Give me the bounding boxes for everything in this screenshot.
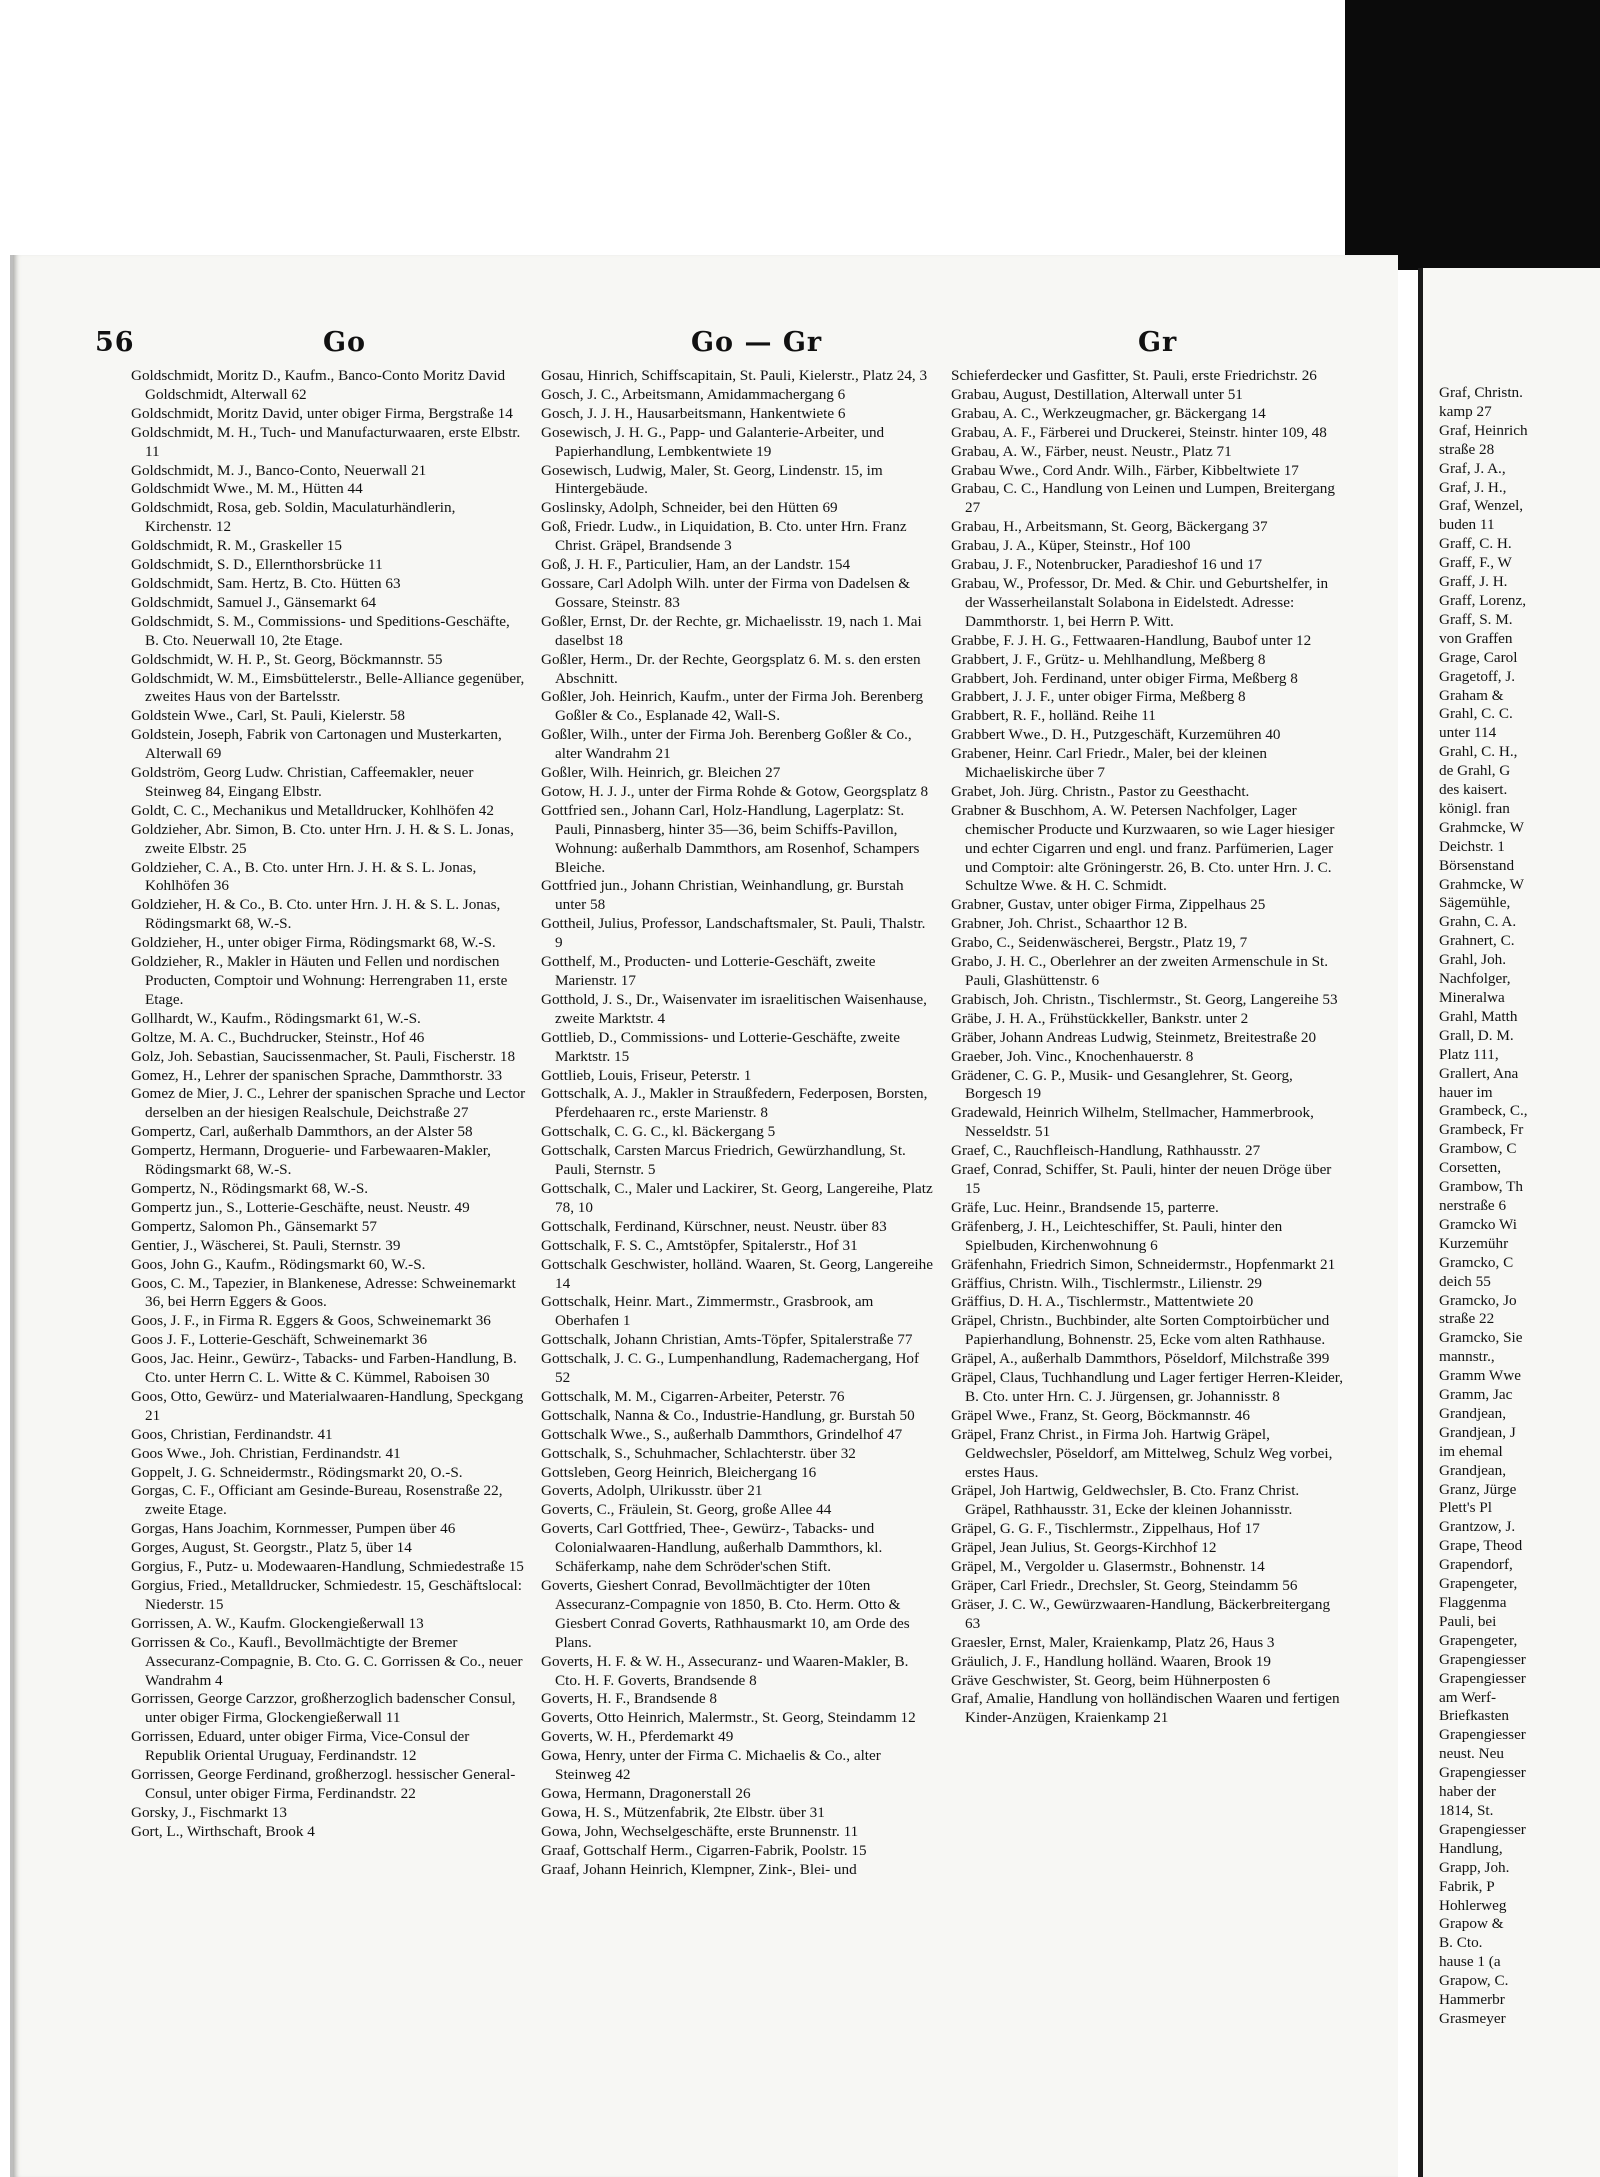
directory-entry: Goldschmidt, Moritz D., Kaufm., Banco-Conto Moritz David Goldschmidt, Alterwall 62: [131, 367, 506, 403]
right-running-head: Gr: [1138, 327, 1178, 358]
directory-entry: Goverts, Carl Gottfried, Thee-, Gewürz-, Tabacks- und Colonialwaaren-Handlung, außerhalb Dammthors, kl. Schäferkamp, nahe dem Schröder'schen Stift.: [541, 1520, 883, 1576]
directory-entry: Gräpel, G. G. F., Tischlermstr., Zippelhaus, Hof 17: [951, 1520, 1260, 1538]
directory-entry: Gompertz, Hermann, Droguerie- und Farbewaaren-Makler, Rödingsmarkt 68, W.-S.: [131, 1142, 491, 1179]
directory-entry: Gorgas, Hans Joachim, Kornmesser, Pumpen über 46: [131, 1520, 456, 1538]
fragment-line: Graff, F., W: [1439, 554, 1512, 572]
fragment-line: Grambow, Th: [1439, 1178, 1523, 1196]
directory-entry: Gorges, August, St. Georgstr., Platz 5, über 14: [131, 1539, 412, 1557]
fragment-line: Grapengeter,: [1439, 1631, 1518, 1649]
directory-entry: Grabener, Heinr. Carl Friedr., Maler, bei der kleinen Michaeliskirche über 7: [951, 745, 1267, 782]
directory-entry: Grabau Wwe., Cord Andr. Wilh., Färber, Kibbeltwiete 17: [951, 461, 1299, 479]
fragment-line: Gramm Wwe: [1439, 1367, 1521, 1385]
fragment-line: neust. Neu: [1439, 1745, 1504, 1763]
fragment-line: Grahmcke, W: [1439, 818, 1524, 836]
directory-entry: Goldzieher, C. A., B. Cto. unter Hrn. J. H. & S. L. Jonas, Kohlhöfen 36: [131, 858, 477, 895]
fragment-line: hause 1 (a: [1439, 1953, 1501, 1971]
fragment-line: Granz, Jürge: [1439, 1480, 1517, 1498]
directory-entry: Gorgius, Fried., Metalldrucker, Schmiedestr. 15, Geschäftslocal: Niederstr. 15: [131, 1577, 522, 1613]
directory-entry: Goos, John G., Kaufm., Rödingsmarkt 60, W.-S.: [131, 1255, 426, 1273]
directory-entry: Goldschmidt, W. M., Eimsbüttelerstr., Belle-Alliance gegenüber, zweites Haus von der Bartelsstr.: [131, 669, 525, 706]
directory-entry: Goldzieher, H., unter obiger Firma, Rödingsmarkt 68, W.-S.: [131, 934, 496, 952]
directory-entry: Golz, Joh. Sebastian, Saucissenmacher, St. Pauli, Fischerstr. 18: [131, 1047, 516, 1065]
fragment-line: des kaisert.: [1439, 781, 1508, 799]
directory-entry: Graaf, Johann Heinrich, Klempner, Zink-, Blei- und: [541, 1860, 857, 1878]
fragment-line: Grapengiesser: [1439, 1650, 1526, 1668]
fragment-line: Graff, J. H.: [1439, 573, 1508, 591]
directory-entry: Grabbert, Joh. Ferdinand, unter obiger Firma, Meßberg 8: [951, 669, 1298, 687]
fragment-line: Graf, Christn.: [1439, 384, 1523, 401]
fragment-line: deich 55: [1439, 1272, 1491, 1290]
directory-entry: Graef, Conrad, Schiffer, St. Pauli, hinter der neuen Dröge über 15: [951, 1161, 1332, 1197]
directory-entry: Goos, J. F., in Firma R. Eggers & Goos, Schweinemarkt 36: [131, 1312, 491, 1330]
directory-entry: Gräpel, Claus, Tuchhandlung und Lager fertiger Herren-Kleider, B. Cto. unter Hrn. C. J. Jürgensen, gr. Johannisstr. 8: [951, 1369, 1344, 1405]
directory-entry: Gräfe, Luc. Heinr., Brandsende 15, parterre.: [951, 1198, 1219, 1216]
directory-entry: Goslinsky, Adolph, Schneider, bei den Hütten 69: [541, 499, 838, 517]
directory-entry: Gorrissen, Eduard, unter obiger Firma, Vice-Consul der Republik Oriental Uruguay, Ferdinandstr. 12: [131, 1728, 470, 1765]
fragment-line: von Graffen: [1439, 629, 1513, 647]
directory-entry: Goldzieher, H. & Co., B. Cto. unter Hrn. J. H. & S. L. Jonas, Rödingsmarkt 68, W.-S.: [131, 896, 501, 933]
directory-entry: Grabbert, J. F., Grütz- u. Mehlhandlung, Meßberg 8: [951, 650, 1266, 668]
scanner-background: [1345, 0, 1600, 270]
directory-entry: Gorrissen, George Carzzor, großherzoglich badenscher Consul, unter obiger Firma, Glockengießerwall 11: [131, 1690, 516, 1727]
directory-entry: Gottschalk, Nanna & Co., Industrie-Handlung, gr. Burstah 50: [541, 1406, 915, 1424]
fragment-line: buden 11: [1439, 516, 1495, 534]
fragment-line: königl. fran: [1439, 799, 1510, 817]
entries-column-2: [541, 367, 936, 1880]
entries-column-1: [131, 367, 526, 1842]
directory-entry: Goßler, Herm., Dr. der Rechte, Georgsplatz 6. M. s. den ersten Abschnitt.: [541, 650, 921, 687]
directory-entry: Graaf, Gottschalf Herm., Cigarren-Fabrik, Poolstr. 15: [541, 1841, 867, 1859]
directory-entry: Grabau, W., Professor, Dr. Med. & Chir. und Geburtshelfer, in der Wasserheilanstalt Solabona in Eidelstedt. Adresse: Dammthorstr. 1, bei Herrn P. Witt.: [951, 574, 1329, 630]
directory-entry: Goldstein, Joseph, Fabrik von Cartonagen und Musterkarten, Alterwall 69: [131, 726, 502, 763]
directory-entry: Gottlieb, Louis, Friseur, Peterstr. 1: [541, 1066, 752, 1084]
left-running-head: Go: [323, 327, 367, 358]
directory-entry: Goßler, Ernst, Dr. der Rechte, gr. Michaelisstr. 19, nach 1. Mai daselbst 18: [541, 612, 922, 649]
fragment-line: Grapow &: [1439, 1915, 1504, 1933]
fragment-line: Grapendorf,: [1439, 1556, 1513, 1574]
fragment-line: Graff, S. M.: [1439, 610, 1513, 628]
directory-page: [10, 255, 1398, 2177]
directory-entry: Gotow, H. J. J., unter der Firma Rohde & Gotow, Georgsplatz 8: [541, 782, 929, 800]
fragment-line: straße 28: [1439, 440, 1495, 458]
directory-entry: Goppelt, J. G. Schneidermstr., Rödingsmarkt 20, O.-S.: [131, 1463, 463, 1481]
fragment-line: straße 22: [1439, 1310, 1495, 1328]
directory-entry: Gräser, J. C. W., Gewürzwaaren-Handlung, Bäckerbreitergang 63: [951, 1595, 1331, 1632]
fragment-line: Börsenstand: [1439, 856, 1515, 874]
directory-entry: Gompertz, N., Rödingsmarkt 68, W.-S.: [131, 1179, 369, 1197]
directory-entry: Goß, Friedr. Ludw., in Liquidation, B. Cto. unter Hrn. Franz Christ. Gräpel, Brandsende 3: [541, 518, 907, 555]
directory-entry: Gosau, Hinrich, Schiffscapitain, St. Pauli, Kielerstr., Platz 24, 3: [541, 367, 928, 384]
directory-entry: Gorrissen, A. W., Kaufm. Glockengießerwall 13: [131, 1614, 424, 1632]
directory-entry: Gollhardt, W., Kaufm., Rödingsmarkt 61, W.-S.: [131, 1009, 421, 1027]
directory-entry: Grädener, C. G. P., Musik- und Gesanglehrer, St. Georg, Borgesch 19: [951, 1066, 1293, 1103]
directory-entry: Gräpel, A., außerhalb Dammthors, Pöseldorf, Milchstraße 399: [951, 1350, 1330, 1368]
fragment-line: Grape, Theod: [1439, 1537, 1523, 1555]
directory-entry: Gosch, J. C., Arbeitsmann, Amidammachergang 6: [541, 385, 846, 403]
fragment-line: Graf, Heinrich: [1439, 421, 1528, 439]
fragment-line: Grapengeter,: [1439, 1575, 1518, 1593]
directory-entry: Grabet, Joh. Jürg. Christn., Pastor zu Geesthacht.: [951, 782, 1250, 800]
fragment-line: Sägemühle,: [1439, 894, 1511, 912]
directory-entry: Grabau, C. C., Handlung von Leinen und Lumpen, Breitergang 27: [951, 480, 1335, 517]
fragment-line: Grall, D. M.: [1439, 1026, 1514, 1044]
directory-entry: Gräpel, Christn., Buchbinder, alte Sorten Comptoirbücher und Papierhandlung, Bohnenstr. 25, Ecke vom alten Rathhause.: [951, 1312, 1330, 1349]
directory-entry: Goverts, H. F., Brandsende 8: [541, 1690, 717, 1708]
directory-entry: Gowa, H. S., Mützenfabrik, 2te Elbstr. über 31: [541, 1803, 825, 1821]
fragment-line: Platz 111,: [1439, 1045, 1499, 1063]
directory-entry: Gräber, Johann Andreas Ludwig, Steinmetz, Breitestraße 20: [951, 1028, 1317, 1046]
fragment-line: Grandjean,: [1439, 1461, 1507, 1479]
directory-entry: Gräffius, Christn. Wilh., Tischlermstr., Lilienstr. 29: [951, 1274, 1263, 1292]
fragment-line: Deichstr. 1: [1439, 837, 1505, 855]
directory-entry: Goldstein Wwe., Carl, St. Pauli, Kielerstr. 58: [131, 707, 405, 725]
directory-entry: Goß, J. H. F., Particulier, Ham, an der Landstr. 154: [541, 556, 851, 574]
fragment-line: Nachfolger,: [1439, 970, 1511, 988]
fragment-line: Mineralwa: [1439, 989, 1505, 1006]
fragment-line: Grahl, Joh.: [1439, 951, 1507, 969]
fragment-line: Gramm, Jac: [1439, 1386, 1513, 1404]
directory-entry: Goßler, Joh. Heinrich, Kaufm., unter der Firma Joh. Berenberg Goßler & Co., Esplanade 42, Wall-S.: [541, 688, 924, 725]
fragment-line: Hammerbr: [1439, 1991, 1505, 2009]
directory-entry: Gottschalk Wwe., S., außerhalb Dammthors, Grindelhof 47: [541, 1425, 903, 1443]
directory-entry: Grabau, A. C., Werkzeugmacher, gr. Bäckergang 14: [951, 404, 1266, 422]
fragment-line: Grallert, Ana: [1439, 1064, 1519, 1082]
directory-entry: Goldschmidt, Samuel J., Gänsemarkt 64: [131, 593, 377, 611]
center-running-head: Go — Gr: [691, 327, 823, 358]
fragment-line: Grantzow, J.: [1439, 1518, 1516, 1536]
directory-entry: Grabau, J. A., Küper, Steinstr., Hof 100: [951, 537, 1191, 555]
directory-entry: Gentier, J., Wäscherei, St. Pauli, Sternstr. 39: [131, 1236, 401, 1254]
directory-entry: Gossare, Carl Adolph Wilh. unter der Firma von Dadelsen & Gossare, Steinstr. 83: [541, 574, 911, 611]
directory-entry: Gotthelf, M., Producten- und Lotterie-Geschäft, zweite Marienstr. 17: [541, 953, 876, 989]
directory-entry: Goldzieher, Abr. Simon, B. Cto. unter Hrn. J. H. & S. L. Jonas, zweite Elbstr. 25: [131, 820, 514, 857]
adjacent-page-entries: [1439, 384, 1600, 2029]
directory-entry: Grabo, C., Seidenwäscherei, Bergstr., Platz 19, 7: [951, 934, 1248, 952]
directory-entry: Gräpel, M., Vergolder u. Glasermstr., Bohnenstr. 14: [951, 1558, 1265, 1576]
directory-entry: Gottschalk, J. C. G., Lumpenhandlung, Rademachergang, Hof 52: [541, 1350, 920, 1387]
page-number: 56: [95, 327, 135, 358]
directory-entry: Goverts, H. F. & W. H., Assecuranz- und Waaren-Makler, B. Cto. H. F. Goverts, Brandsende 8: [541, 1652, 909, 1689]
directory-entry: Grabner, Joh. Christ., Schaarthor 12 B.: [951, 915, 1188, 933]
directory-entry: Gowa, Henry, unter der Firma C. Michaelis & Co., alter Steinweg 42: [541, 1747, 881, 1784]
directory-entry: Gräffius, D. H. A., Tischlermstr., Mattentwiete 20: [951, 1293, 1254, 1311]
directory-entry: Goos J. F., Lotterie-Geschäft, Schweinemarkt 36: [131, 1331, 428, 1349]
directory-entry: Gowa, Hermann, Dragonerstall 26: [541, 1784, 751, 1802]
directory-entry: Goos Wwe., Joh. Christian, Ferdinandstr. 41: [131, 1444, 401, 1462]
fragment-line: Corsetten,: [1439, 1159, 1502, 1177]
directory-entry: Goverts, Gieshert Conrad, Bevollmächtigter der 10ten Assecuranz-Compagnie von 1850, B. Cto. Herm. Otto & Giesbert Conrad Goverts, Rathhausmarkt 10, am Orde des Plans.: [541, 1577, 910, 1651]
fragment-line: Gramcko Wi: [1439, 1215, 1517, 1233]
directory-entry: Goos, C. M., Tapezier, in Blankenese, Adresse: Schweinemarkt 36, bei Herrn Eggers & Goos.: [131, 1274, 516, 1311]
directory-entry: Goldschmidt, M. H., Tuch- und Manufacturwaaren, erste Elbstr. 11: [131, 423, 521, 460]
directory-entry: Gorrissen, George Ferdinand, großherzogl. hessischer General-Consul, unter obiger Firma, Ferdinandstr. 22: [131, 1766, 516, 1802]
directory-entry: Grabisch, Joh. Christn., Tischlermstr., St. Georg, Langereihe 53: [951, 990, 1338, 1008]
fragment-line: Graham &: [1439, 686, 1504, 704]
directory-entry: Goverts, W. H., Pferdemarkt 49: [541, 1728, 734, 1746]
fragment-line: Briefkasten: [1439, 1707, 1510, 1725]
fragment-line: Grahl, Matth: [1439, 1007, 1518, 1025]
fragment-line: Graff, C. H.: [1439, 535, 1512, 553]
directory-entry: Goos, Christian, Ferdinandstr. 41: [131, 1425, 333, 1443]
directory-entry: Gottschalk, Heinr. Mart., Zimmermstr., Grasbrook, am Oberhafen 1: [541, 1293, 874, 1330]
directory-entry: Goldschmidt Wwe., M. M., Hütten 44: [131, 480, 363, 498]
fragment-line: Plett's Pl: [1439, 1499, 1492, 1517]
fragment-line: Kurzemühr: [1439, 1234, 1509, 1252]
fragment-line: kamp 27: [1439, 402, 1492, 420]
directory-entry: Goldschmidt, M. J., Banco-Conto, Neuerwall 21: [131, 461, 427, 479]
directory-entry: Grabau, August, Destillation, Alterwall unter 51: [951, 385, 1243, 403]
fragment-line: Flaggenma: [1439, 1594, 1507, 1611]
directory-entry: Gottlieb, D., Commissions- und Lotterie-Geschäfte, zweite Marktstr. 15: [541, 1028, 900, 1065]
directory-entry: Graf, Amalie, Handlung von holländischen Waaren und fertigen Kinder-Anzügen, Kraienkamp 21: [951, 1690, 1340, 1727]
fragment-line: Grambow, C: [1439, 1140, 1517, 1158]
directory-entry: Graesler, Ernst, Maler, Kraienkamp, Platz 26, Haus 3: [951, 1633, 1275, 1651]
directory-entry: Gottschalk, C., Maler und Lackirer, St. Georg, Langereihe, Platz 78, 10: [541, 1179, 933, 1216]
directory-entry: Goverts, C., Fräulein, St. Georg, große Allee 44: [541, 1501, 832, 1519]
directory-entry: Gräper, Carl Friedr., Drechsler, St. Georg, Steindamm 56: [951, 1577, 1298, 1594]
directory-entry: Grabau, J. F., Notenbrucker, Paradieshof 16 und 17: [951, 556, 1263, 574]
directory-entry: Gradewald, Heinrich Wilhelm, Stellmacher, Hammerbrook, Nesseldstr. 51: [951, 1104, 1314, 1141]
directory-entry: Gräpel, Franz Christ., in Firma Joh. Hartwig Gräpel, Geldwechsler, Pöseldorf, am Mittelweg, Schulz Weg vorbei, erstes Haus.: [951, 1425, 1333, 1481]
directory-entry: Gräpel Wwe., Franz, St. Georg, Böckmannstr. 46: [951, 1406, 1250, 1424]
directory-entry: Grabbe, F. J. H. G., Fettwaaren-Handlung, Baubof unter 12: [951, 631, 1312, 649]
directory-entry: Goldt, C. C., Mechanikus und Metalldrucker, Kohlhöfen 42: [131, 801, 494, 819]
directory-entry: Goldschmidt, Moritz David, unter obiger Firma, Bergstraße 14: [131, 404, 513, 422]
directory-entry: Gottfried sen., Johann Carl, Holz-Handlung, Lagerplatz: St. Pauli, Pinnasberg, hinter 35—36, beim Schiffs-Pavillon, Wohnung: außerhalb Dammthors, am Rosenhof, Schampers Bleiche.: [541, 801, 920, 876]
directory-entry: Goßler, Wilh. Heinrich, gr. Bleichen 27: [541, 764, 781, 782]
fragment-line: Grahl, C. H.,: [1439, 743, 1518, 761]
fragment-line: Grambeck, Fr: [1439, 1121, 1524, 1139]
fragment-line: mannstr.,: [1439, 1348, 1495, 1366]
fragment-line: Grapengiesser: [1439, 1764, 1526, 1782]
fragment-line: Gramcko, Sie: [1439, 1329, 1523, 1347]
directory-entry: Graef, C., Rauchfleisch-Handlung, Rathhausstr. 27: [951, 1142, 1261, 1160]
directory-entry: Grabo, J. H. C., Oberlehrer an der zweiten Armenschule in St. Pauli, Glashüttenstr. 6: [951, 953, 1329, 989]
fragment-line: Handlung,: [1439, 1839, 1503, 1857]
directory-entry: Grabau, H., Arbeitsmann, St. Georg, Bäckergang 37: [951, 518, 1268, 536]
fragment-line: Grapengiesser: [1439, 1820, 1526, 1838]
fragment-line: Grapow, C.: [1439, 1972, 1509, 1990]
directory-entry: Goldschmidt, S. D., Ellernthorsbrücke 11: [131, 556, 383, 574]
adjacent-page-fragment: [1418, 268, 1600, 2177]
directory-entry: Grabner & Buschhom, A. W. Petersen Nachfolger, Lager chemischer Producte und Kurzwaaren, so wie Lager hiesiger und echter Cigarren und engl. und franz. Parfümerien, Lager und Comptoir: alte Gröningerstr. 26, B. Cto. unter Hrn. J. C. Schultze Wwe. & H. C. Schmidt.: [951, 801, 1335, 895]
directory-entry: Schieferdecker und Gasfitter, St. Pauli, erste Friedrichstr. 26: [951, 367, 1317, 384]
directory-entry: Gorrissen & Co., Kaufl., Bevollmächtigte der Bremer Assecuranz-Compagnie, B. Cto. G. C. Gorrissen & Co., neuer Wandrahm 4: [131, 1633, 523, 1689]
fragment-line: Grahn, C. A.: [1439, 913, 1517, 931]
fragment-line: Gramcko, Jo: [1439, 1291, 1517, 1309]
directory-entry: Goldschmidt, R. M., Graskeller 15: [131, 537, 342, 555]
directory-entry: Gottsleben, Georg Heinrich, Bleichergang 16: [541, 1463, 817, 1481]
directory-entry: Grabbert, J. J. F., unter obiger Firma, Meßberg 8: [951, 688, 1246, 706]
directory-entry: Gottschalk, M. M., Cigarren-Arbeiter, Peterstr. 76: [541, 1387, 845, 1405]
directory-entry: Gräfenhahn, Friedrich Simon, Schneidermstr., Hopfenmarkt 21: [951, 1255, 1336, 1273]
fragment-line: Grahl, C. C.: [1439, 705, 1513, 723]
fragment-line: Hohlerweg: [1439, 1896, 1507, 1914]
fragment-line: nerstraße 6: [1439, 1196, 1507, 1214]
directory-entry: Goldschmidt, Sam. Hertz, B. Cto. Hütten 63: [131, 574, 401, 592]
directory-entry: Grabbert, R. F., holländ. Reihe 11: [951, 707, 1156, 725]
directory-entry: Gosch, J. J. H., Hausarbeitsmann, Hankentwiete 6: [541, 404, 846, 422]
directory-entry: Grabau, A. W., Färber, neust. Neustr., Platz 71: [951, 442, 1232, 460]
fragment-line: Grandjean, J: [1439, 1423, 1516, 1441]
directory-entry: Gottfried jun., Johann Christian, Weinhandlung, gr. Burstah unter 58: [541, 877, 904, 914]
directory-entry: Gräfenberg, J. H., Leichteschiffer, St. Pauli, hinter den Spielbuden, Kirchenwohnung 6: [951, 1217, 1283, 1254]
fragment-line: Graf, J. H.,: [1439, 478, 1507, 496]
fragment-line: Graff, Lorenz,: [1439, 591, 1527, 609]
directory-entry: Goldzieher, R., Makler in Häuten und Fellen und nordischen Producten, Comptoir und Wohnung: Herrengraben 11, erste Etage.: [131, 953, 508, 1008]
directory-entry: Gompertz, Salomon Ph., Gänsemarkt 57: [131, 1217, 377, 1235]
fragment-line: Grandjean,: [1439, 1404, 1507, 1422]
directory-entry: Gosewisch, Ludwig, Maler, St. Georg, Lindenstr. 15, im Hintergebäude.: [541, 461, 883, 498]
directory-entry: Gräpel, Joh Hartwig, Geldwechsler, B. Cto. Franz Christ. Gräpel, Rathhausstr. 31, Ecke der kleinen Johannisstr.: [951, 1482, 1300, 1519]
fragment-line: de Grahl, G: [1439, 762, 1511, 780]
fragment-line: Gramcko, C: [1439, 1253, 1514, 1271]
fragment-line: Grambeck, C.,: [1439, 1102, 1528, 1120]
directory-entry: Gomez de Mier, J. C., Lehrer der spanischen Sprache und Lector derselben an der hiesigen Realschule, Deichstraße 27: [131, 1085, 526, 1122]
directory-entry: Gompertz, Carl, außerhalb Dammthors, an der Alster 58: [131, 1123, 473, 1141]
fragment-line: Graf, J. A.,: [1439, 459, 1506, 477]
directory-entry: Gottschalk, A. J., Makler in Straußfedern, Federposen, Borsten, Pferdehaaren rc., erste Marienstr. 8: [541, 1085, 928, 1122]
directory-entry: Grabner, Gustav, unter obiger Firma, Zippelhaus 25: [951, 896, 1266, 914]
fragment-line: hauer im: [1439, 1083, 1493, 1101]
directory-entry: Goldschmidt, W. H. P., St. Georg, Böckmannstr. 55: [131, 650, 443, 668]
directory-entry: Gottschalk, F. S. C., Amtstöpfer, Spitalerstr., Hof 31: [541, 1236, 858, 1254]
directory-entry: Gottheil, Julius, Professor, Landschaftsmaler, St. Pauli, Thalstr. 9: [541, 915, 926, 952]
directory-entry: Gottschalk, Carsten Marcus Friedrich, Gewürzhandlung, St. Pauli, Sternstr. 5: [541, 1142, 906, 1179]
directory-entry: Goos, Jac. Heinr., Gewürz-, Tabacks- und Farben-Handlung, B. Cto. unter Herrn C. L. Witte & C. Kümmel, Raboisen 30: [131, 1350, 517, 1387]
directory-entry: Gotthold, J. S., Dr., Waisenvater im israelitischen Waisenhause, zweite Marktstr. 4: [541, 990, 927, 1027]
directory-entry: Gorsky, J., Fischmarkt 13: [131, 1803, 287, 1821]
fragment-line: im ehemal: [1439, 1442, 1503, 1460]
directory-entry: Goverts, Adolph, Ulrikusstr. über 21: [541, 1482, 763, 1500]
directory-entry: Goverts, Otto Heinrich, Malermstr., St. Georg, Steindamm 12: [541, 1709, 916, 1727]
fragment-line: Graf, Wenzel,: [1439, 497, 1524, 515]
directory-entry: Gorgius, F., Putz- u. Modewaaren-Handlung, Schmiedestraße 15: [131, 1558, 524, 1576]
directory-entry: Gottschalk Geschwister, holländ. Waaren, St. Georg, Langereihe 14: [541, 1255, 933, 1292]
fragment-line: Fabrik, P: [1439, 1877, 1495, 1895]
fragment-line: Grasmeyer: [1439, 2009, 1506, 2027]
fragment-line: Gragetoff, J.: [1439, 667, 1516, 685]
directory-entry: Goldschmidt, S. M., Commissions- und Speditions-Geschäfte, B. Cto. Neuerwall 10, 2te Etage.: [131, 612, 510, 649]
fragment-line: am Werf-: [1439, 1688, 1497, 1706]
directory-entry: Goldström, Georg Ludw. Christian, Caffeemakler, neuer Steinweg 84, Eingang Elbstr.: [131, 764, 474, 800]
directory-entry: Gräulich, J. F., Handlung holländ. Waaren, Brook 19: [951, 1652, 1271, 1670]
directory-entry: Goßler, Wilh., unter der Firma Joh. Berenberg Goßler & Co., alter Wandrahm 21: [541, 726, 912, 763]
directory-entry: Gowa, John, Wechselgeschäfte, erste Brunnenstr. 11: [541, 1822, 859, 1840]
fragment-line: 1814, St.: [1439, 1801, 1494, 1819]
fragment-line: Grapengiesser: [1439, 1726, 1526, 1744]
directory-entry: Gompertz jun., S., Lotterie-Geschäfte, neust. Neustr. 49: [131, 1198, 470, 1216]
fragment-line: Grapp, Joh.: [1439, 1858, 1510, 1876]
directory-entry: Goltze, M. A. C., Buchdrucker, Steinstr., Hof 46: [131, 1028, 425, 1046]
directory-entry: Gräve Geschwister, St. Georg, beim Hühnerposten 6: [951, 1671, 1271, 1689]
entries-column-3: [951, 367, 1346, 1728]
fragment-line: Grahnert, C.: [1439, 932, 1515, 950]
directory-entry: Gräpel, Jean Julius, St. Georgs-Kirchhof 12: [951, 1539, 1217, 1557]
directory-entry: Goldschmidt, Rosa, geb. Soldin, Maculaturhändlerin, Kirchenstr. 12: [131, 499, 456, 536]
directory-entry: Gottschalk, Johann Christian, Amts-Töpfer, Spitalerstraße 77: [541, 1331, 913, 1349]
directory-entry: Grabau, A. F., Färberei und Druckerei, Steinstr. hinter 109, 48: [951, 423, 1327, 441]
directory-entry: Gottschalk, Ferdinand, Kürschner, neust. Neustr. über 83: [541, 1217, 887, 1235]
fragment-line: Pauli, bei: [1439, 1612, 1497, 1630]
directory-entry: Gosewisch, J. H. G., Papp- und Galanterie-Arbeiter, und Papierhandlung, Lembkentwiete 19: [541, 423, 885, 460]
fragment-line: unter 114: [1439, 724, 1497, 742]
directory-entry: Goos, Otto, Gewürz- und Materialwaaren-Handlung, Speckgang 21: [131, 1387, 524, 1424]
directory-entry: Gomez, H., Lehrer der spanischen Sprache, Dammthorstr. 33: [131, 1066, 503, 1084]
fragment-line: haber der: [1439, 1783, 1496, 1801]
fragment-line: Grage, Carol: [1439, 648, 1518, 666]
fragment-line: Grapengiesser: [1439, 1669, 1526, 1687]
directory-entry: Gorgas, C. F., Officiant am Gesinde-Bureau, Rosenstraße 22, zweite Etage.: [131, 1482, 503, 1519]
directory-entry: Gottschalk, S., Schuhmacher, Schlachterstr. über 32: [541, 1444, 856, 1462]
directory-entry: Gort, L., Wirthschaft, Brook 4: [131, 1822, 315, 1840]
fragment-line: Grahmcke, W: [1439, 875, 1524, 893]
directory-entry: Gottschalk, C. G. C., kl. Bäckergang 5: [541, 1123, 776, 1141]
fragment-line: B. Cto.: [1439, 1934, 1483, 1952]
directory-entry: Graeber, Joh. Vinc., Knochenhauerstr. 8: [951, 1047, 1194, 1065]
directory-entry: Gräbe, J. H. A., Frühstückkeller, Bankstr. unter 2: [951, 1009, 1249, 1027]
directory-entry: Grabbert Wwe., D. H., Putzgeschäft, Kurzemühren 40: [951, 726, 1281, 744]
